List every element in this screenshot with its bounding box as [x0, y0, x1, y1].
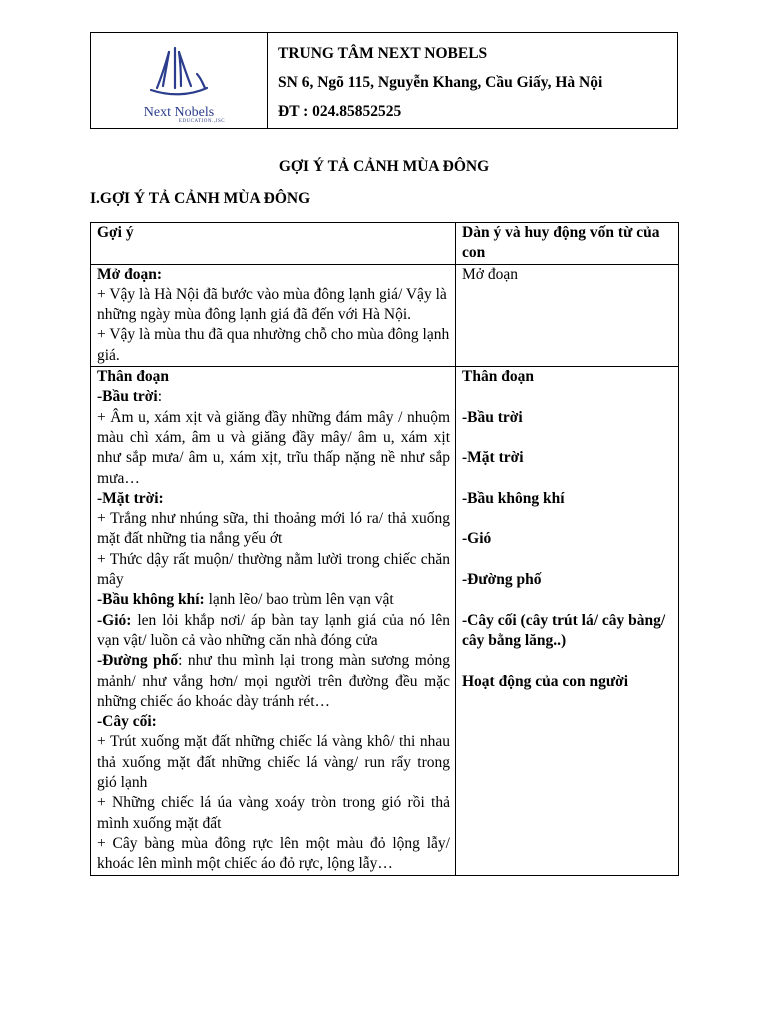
bau-khong-khi-line — [97, 590, 450, 610]
table-row-mo-doan — [91, 264, 679, 366]
cay-coi-text-2: + Những chiếc lá úa vàng xoáy tròn trong gió rồi thả mình xuống mặt đất — [97, 794, 450, 832]
bau-troi-colon: : — [157, 388, 162, 406]
table-row-than-doan — [91, 367, 679, 875]
document-title: GỢI Ý TẢ CẢNH MÙA ĐÔNG — [278, 158, 490, 175]
org-name: TRUNG TÂM NEXT NOBELS — [278, 45, 488, 62]
than-doan-heading: Thân đoạn — [97, 368, 169, 386]
mo-doan-cell — [91, 264, 456, 366]
right-item-cay-coi: -Cây cối (cây trút lá/ cây bàng/ cây bằng lăng..) — [462, 611, 666, 649]
right-item-bau-troi: -Bầu trời — [462, 408, 523, 426]
duong-pho-line — [97, 651, 450, 712]
col2-header: Dàn ý và huy động vốn từ của con — [456, 223, 679, 265]
outline-table — [90, 222, 679, 876]
logo-cell — [91, 33, 268, 129]
mo-doan-heading: Mở đoạn: — [97, 265, 162, 283]
mat-troi-text-1: + Trắng như nhúng sữa, thi thoảng mới ló ra/ thả xuống mặt đất những tia nắng yếu ớt — [97, 510, 450, 548]
bau-troi-heading — [97, 387, 450, 407]
logo-name: Next Nobels — [143, 105, 215, 120]
header-box — [90, 32, 678, 129]
org-address: SN 6, Ngõ 115, Nguyễn Khang, Cầu Giấy, Hà Nội — [278, 74, 603, 91]
org-phone: ĐT : 024.85852525 — [278, 103, 402, 120]
cay-coi-text-3: + Cây bàng mùa đông rực lên một màu đỏ lộng lẫy/ khoác lên mình một chiếc áo đỏ rực, lộng lẫy… — [97, 834, 450, 873]
right-item-hoat-dong: Hoạt động của con người — [462, 672, 629, 690]
mat-troi-text-2: + Thức dậy rất muộn/ thường nằm lười trong chiếc chăn mây — [97, 550, 450, 589]
bau-troi-text: + Âm u, xám xịt và giăng đầy những đám mây / nhuộm màu chì xám, âm u và giăng đầy mây/ âm u, xám xịt như sắp mưa/ âm u, xám xịt, trĩu thấp nặng nề như sắp mưa… — [97, 408, 450, 487]
section-title: I.GỢI Ý TẢ CẢNH MÙA ĐÔNG — [90, 190, 311, 207]
bau-troi-label: -Bầu trời — [97, 388, 158, 406]
than-doan-cell — [91, 367, 456, 875]
col1-header: Gợi ý — [91, 223, 456, 265]
gio-label: -Gió: — [97, 611, 132, 629]
right-item-mat-troi: -Mặt trời — [462, 449, 524, 467]
duong-pho-label: -Đường phố — [97, 652, 179, 670]
table-header-row — [91, 223, 679, 265]
gio-line — [97, 611, 450, 652]
mo-doan-right: Mở đoạn — [456, 264, 679, 366]
right-item-duong-pho: -Đường phố — [462, 571, 542, 589]
mat-troi-label: -Mặt trời: — [97, 489, 164, 507]
right-item-bau-khong-khi: -Bầu không khí — [462, 489, 565, 507]
right-item-than-doan: Thân đoạn — [462, 368, 534, 386]
org-info-cell — [268, 33, 678, 129]
right-item-gio: -Gió — [462, 530, 492, 548]
logo-subtext: EDUCATION.,JSC — [178, 119, 226, 124]
sailboat-logo-icon — [139, 44, 219, 102]
next-nobels-logo — [133, 44, 225, 124]
than-doan-right — [456, 367, 679, 875]
cay-coi-text-1: + Trút xuống mặt đất những chiếc lá vàng khô/ thi nhau thả xuống mặt đất những chiếc lá vàng/ run rẩy trong gió lạnh — [97, 733, 450, 792]
cay-coi-label: -Cây cối: — [97, 713, 157, 731]
mo-doan-line-1: + Vậy là Hà Nội đã bước vào mùa đông lạnh giá/ Vậy là những ngày mùa đông lạnh giá đã đến với Hà Nội. — [97, 285, 447, 324]
bau-khong-khi-text: lạnh lẽo/ bao trùm lên vạn vật — [204, 591, 394, 609]
mo-doan-line-2: + Vậy là mùa thu đã qua nhường chỗ cho mùa đông lạnh giá. — [97, 326, 450, 364]
duong-pho-text: : như thu mình lại trong màn sương mỏng mảnh/ như vắng hơn/ mọi người trên đường đều mặc những chiếc áo khoác dày tránh rét… — [97, 652, 450, 710]
bau-khong-khi-label: -Bầu không khí: — [97, 591, 205, 609]
gio-text: len lỏi khắp nơi/ áp bàn tay lạnh giá của nó lên vạn vật/ luồn cả vào những căn nhà đóng cửa — [97, 611, 450, 649]
